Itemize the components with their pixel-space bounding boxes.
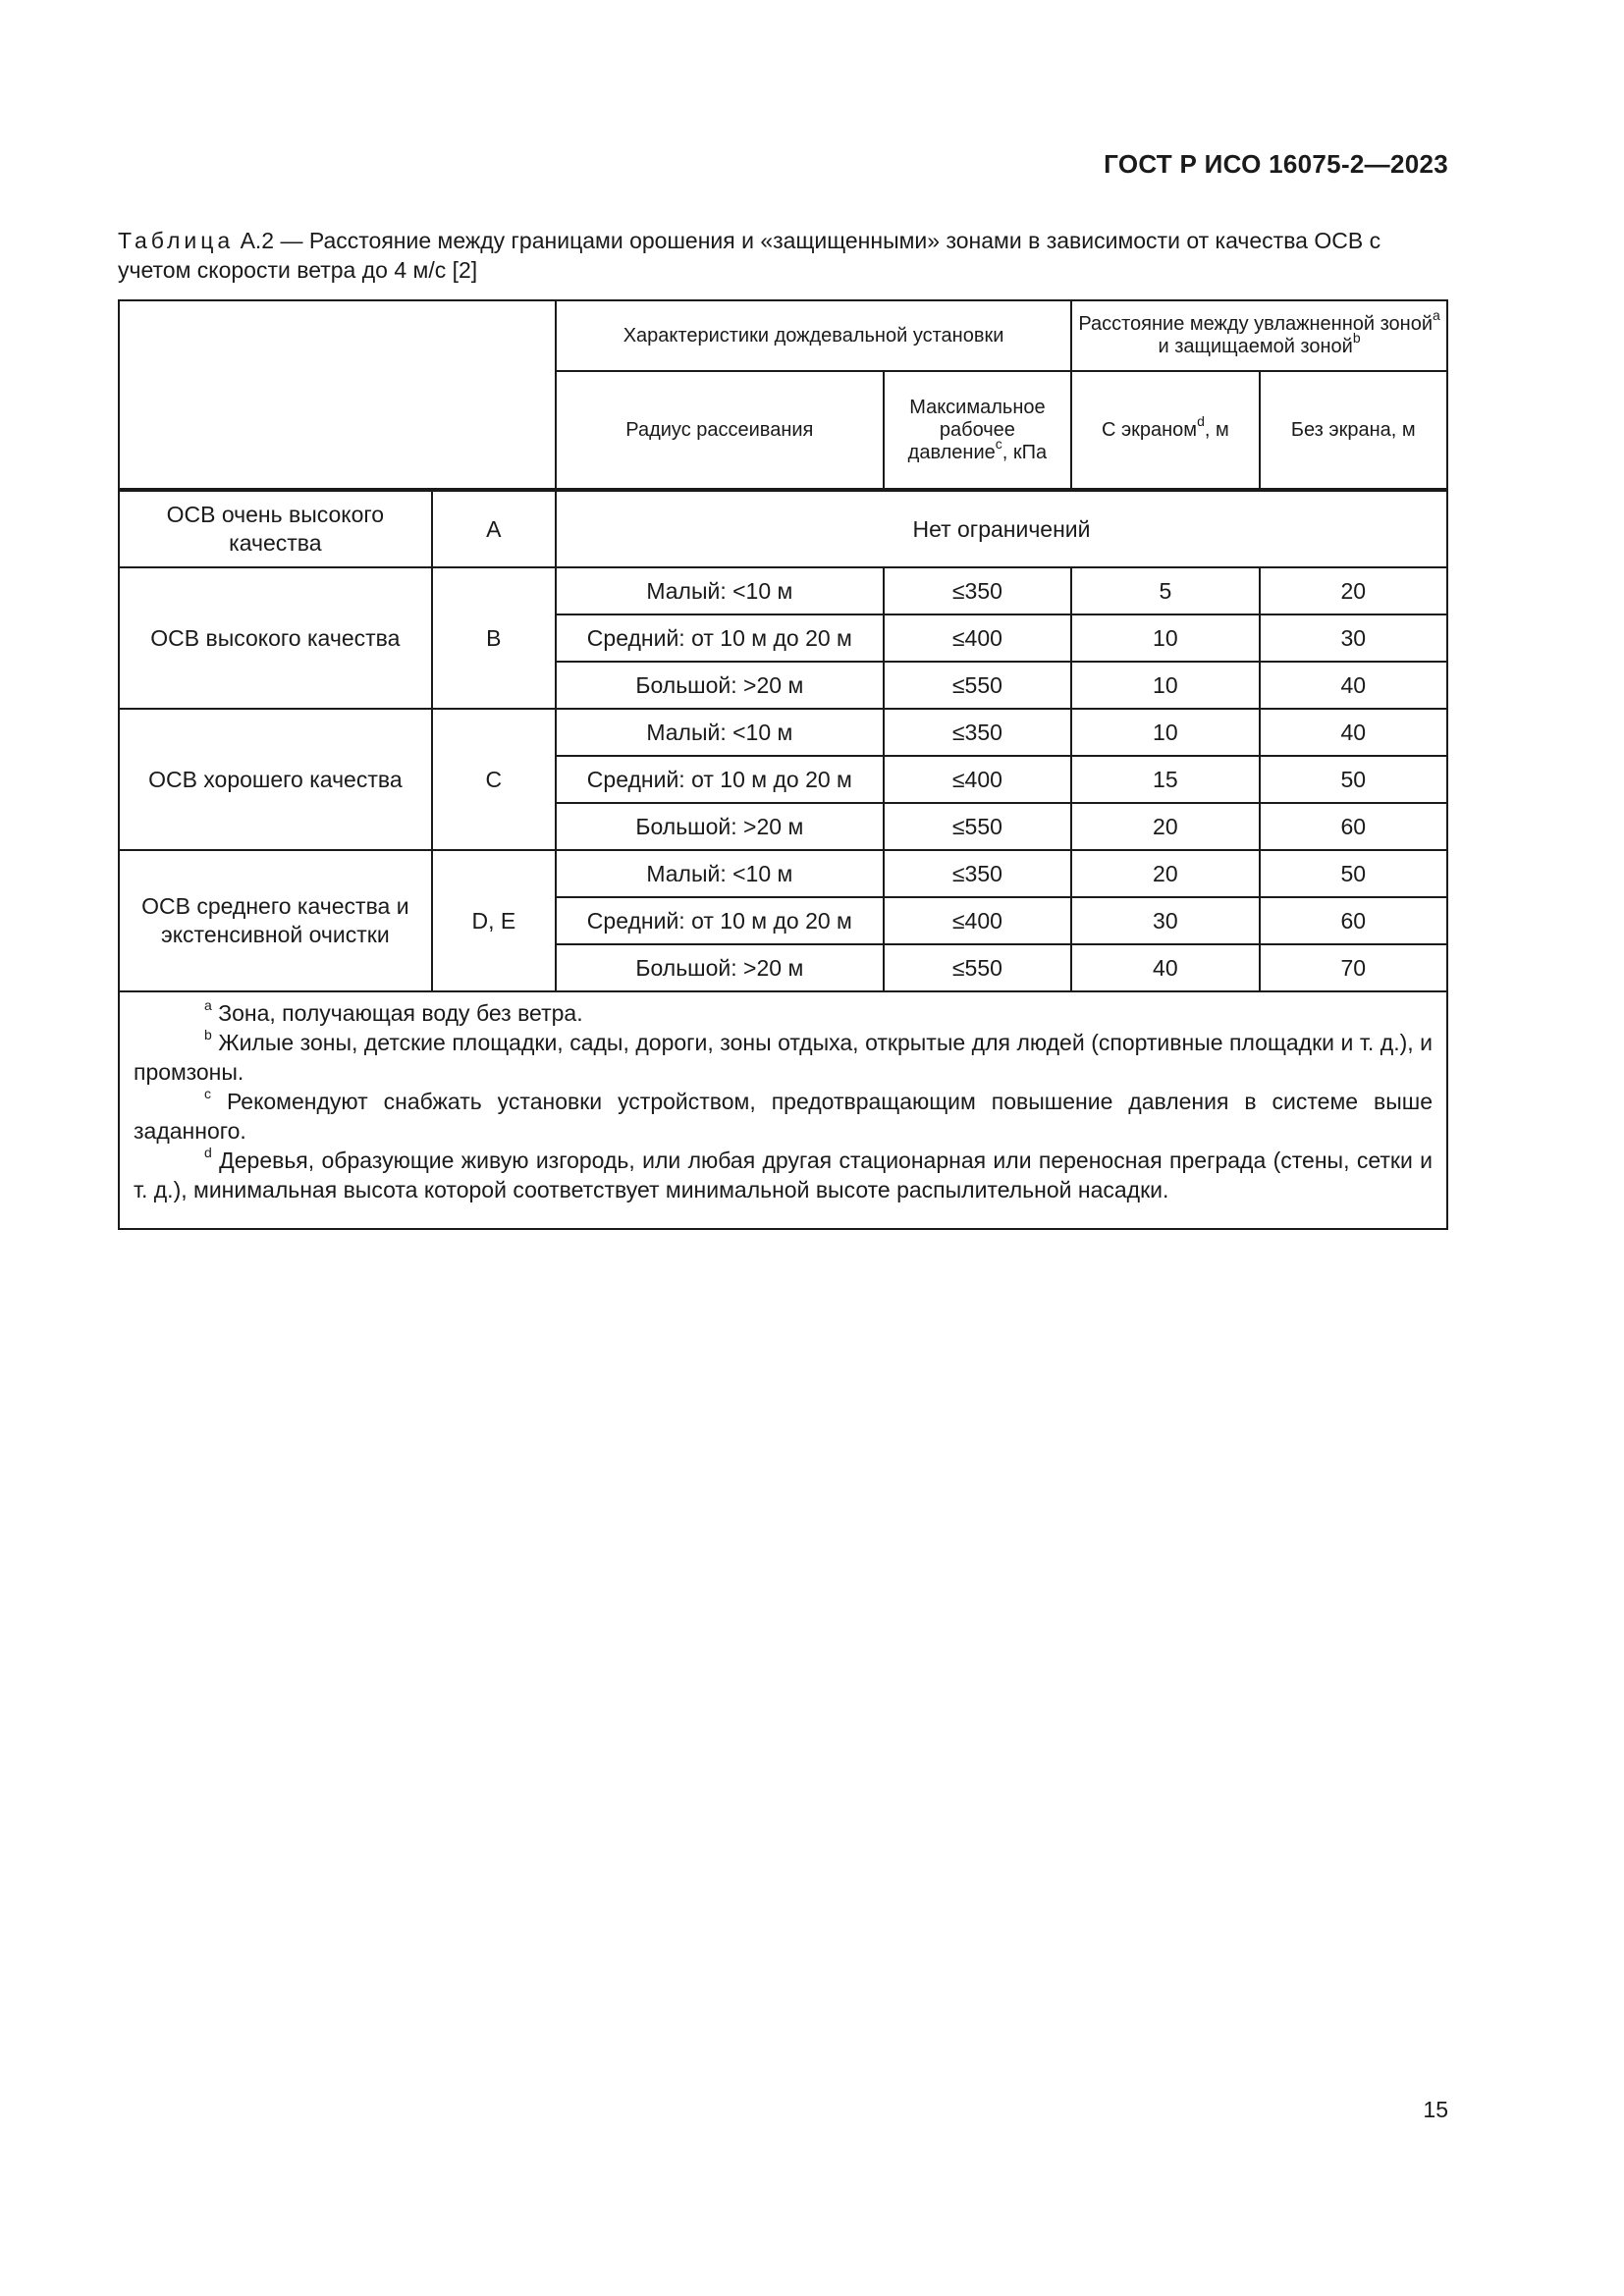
screen-cell: 30 [1071,897,1259,944]
screen-cell: 40 [1071,944,1259,991]
table-row [119,567,1447,614]
footnote: $^d$ Деревья, образующие живую изгородь, или любая другая стационарная или переносная преграда (стены, сетки и т. д.), минимальная высота которой соответствует минимальной высоте распылительной насадки. [134,1145,1433,1202]
class-cell: C [432,709,556,850]
noscreen-cell: 40 [1260,709,1447,756]
noscreen-cell: 30 [1260,614,1447,662]
header-distance-zones: Расстояние между увлажненной зоной$^a$ и защищаемой зоной$^b$ [1071,300,1447,371]
noscreen-cell: 60 [1260,803,1447,850]
header-pressure: Максимальное рабочее давление$^c$, кПа [884,371,1071,490]
class-cell: D, E [432,850,556,991]
noscreen-cell: 70 [1260,944,1447,991]
noscreen-cell: 60 [1260,897,1447,944]
radius-cell: Средний: от 10 м до 20 м [556,614,884,662]
screen-cell: 15 [1071,756,1259,803]
noscreen-cell: 40 [1260,662,1447,709]
screen-cell: 5 [1071,567,1259,614]
page-number: 15 [1423,2097,1448,2122]
radius-cell: Малый: <10 м [556,567,884,614]
screen-cell: 10 [1071,709,1259,756]
footnote: $^a$ Зона, получающая воду без ветра. [204,997,583,1026]
footnote: $^c$ Рекомендуют снабжать установки устройством, предотвращающим повышение давления в системе выше заданного. [134,1086,1433,1144]
no-restrictions-cell: Нет ограничений [556,490,1447,567]
table-caption [118,226,1448,285]
table-row [119,490,1447,567]
radius-cell: Большой: >20 м [556,662,884,709]
pressure-cell: ≤550 [884,662,1071,709]
pressure-cell: ≤350 [884,709,1071,756]
footnotes-cell [119,991,1447,1229]
noscreen-cell: 20 [1260,567,1447,614]
noscreen-cell: 50 [1260,756,1447,803]
class-cell: B [432,567,556,709]
table-row [119,709,1447,756]
radius-cell: Малый: <10 м [556,850,884,897]
table-row [119,850,1447,897]
header-installation-characteristics: Характеристики дождевальной установки [556,300,1071,371]
radius-cell: Малый: <10 м [556,709,884,756]
noscreen-cell: 50 [1260,850,1447,897]
radius-cell: Средний: от 10 м до 20 м [556,897,884,944]
class-cell: A [432,490,556,567]
footnotes-row [119,991,1447,1229]
quality-cell: ОСВ среднего качества и экстенсивной очистки [119,850,432,991]
screen-cell: 10 [1071,614,1259,662]
radius-cell: Большой: >20 м [556,944,884,991]
radius-cell: Большой: >20 м [556,803,884,850]
screen-cell: 10 [1071,662,1259,709]
pressure-cell: ≤400 [884,897,1071,944]
header-without-screen: Без экрана, м [1260,371,1447,490]
pressure-cell: ≤350 [884,850,1071,897]
screen-cell: 20 [1071,850,1259,897]
header-radius: Радиус рассеивания [556,371,884,490]
pressure-cell: ≤350 [884,567,1071,614]
pressure-cell: ≤400 [884,614,1071,662]
screen-cell: 20 [1071,803,1259,850]
quality-cell: ОСВ хорошего качества [119,709,432,850]
footnote: $^b$ Жилые зоны, детские площадки, сады, дороги, зоны отдыха, открытые для людей (спортивные площадки и т. д.), и промзоны. [134,1027,1434,1085]
radius-cell: Средний: от 10 м до 20 м [556,756,884,803]
caption-prefix: Таблица [118,228,235,253]
table-header-row-1 [119,300,1447,371]
caption-text: А.2 — Расстояние между границами орошения и «защищенными» зонами в зависимости от качества ОСВ с учетом скорости ветра до 4 м/с [2] [118,228,1381,283]
distance-table [118,299,1448,1230]
document-code: ГОСТ Р ИСО 16075-2—2023 [1104,149,1448,179]
quality-cell: ОСВ очень высокого качества [119,490,432,567]
pressure-cell: ≤400 [884,756,1071,803]
header-empty-cell [119,300,556,490]
header-with-screen: С экраном$^d$, м [1071,371,1259,490]
pressure-cell: ≤550 [884,803,1071,850]
pressure-cell: ≤550 [884,944,1071,991]
quality-cell: ОСВ высокого качества [119,567,432,709]
